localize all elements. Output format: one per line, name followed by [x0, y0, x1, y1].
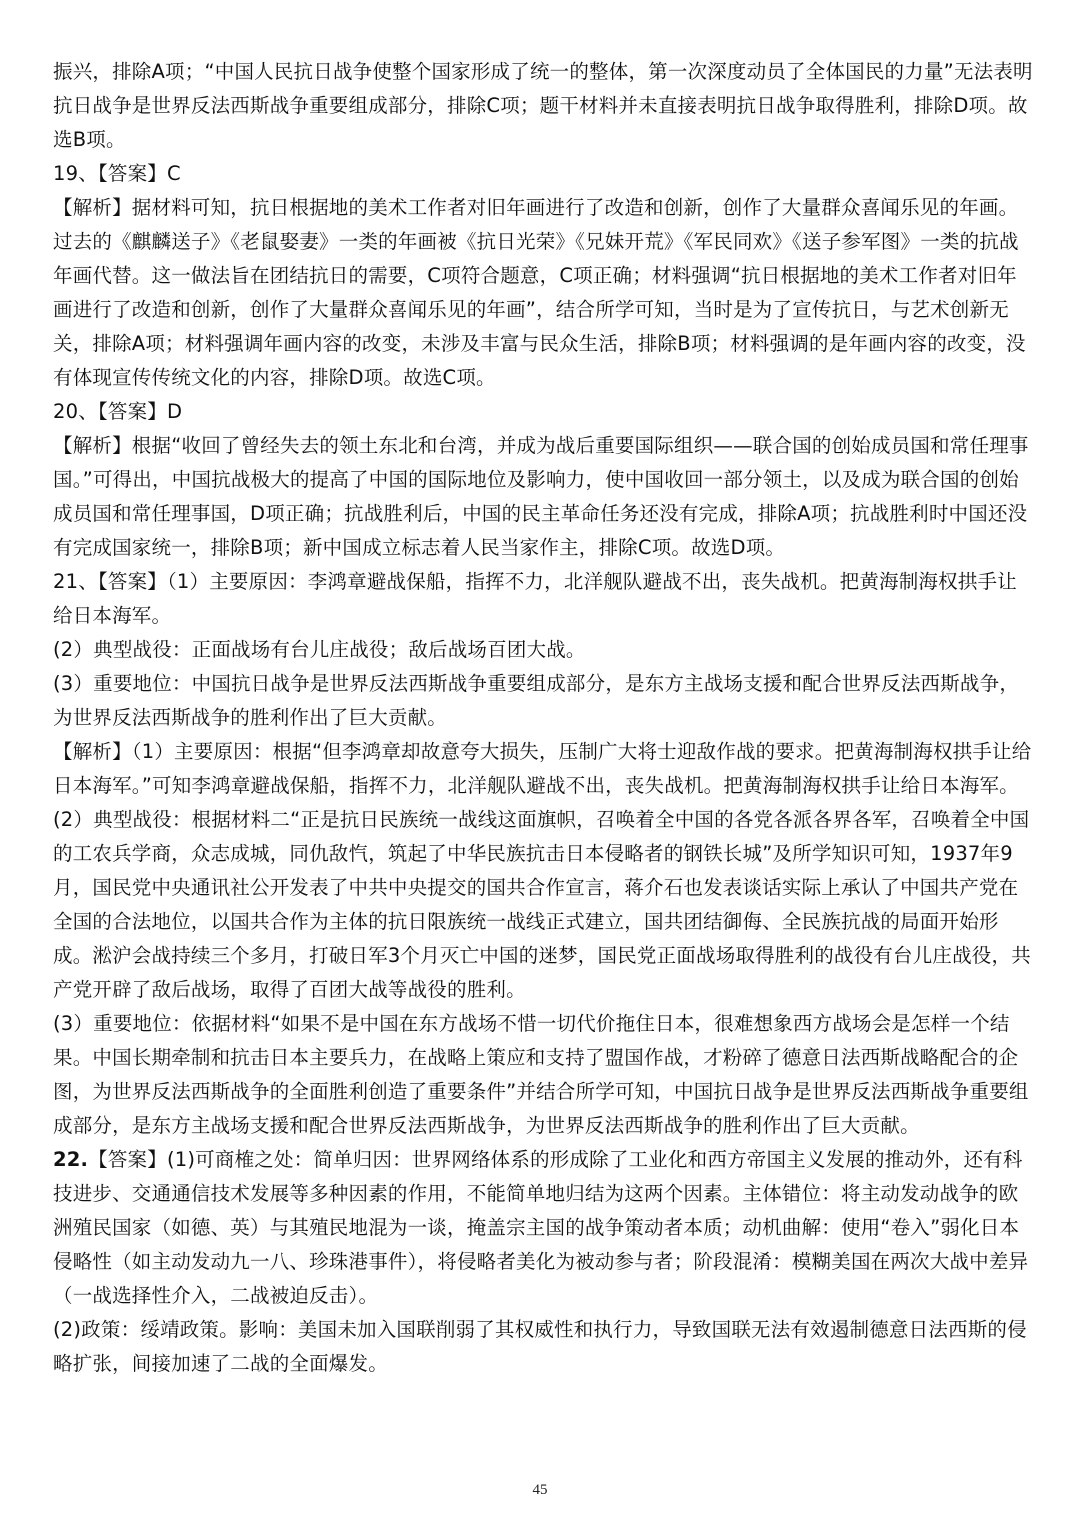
answer-q22-part2: (2)政策：绥靖政策。影响：美国未加入国联削弱了其权威性和执行力，导致国联无法有效遏制德意日法西斯的侵略扩张，间接加速了二战的全面爆发。 — [53, 1318, 1027, 1375]
answer-q21-part3: (3）重要地位：中国抗日战争是世界反法西斯战争重要组成部分，是东方主战场支援和配合世界反法西斯战争，为世界反法西斯战争的胜利作出了巨大贡献。 — [53, 672, 1020, 729]
question-number-22: 22. — [53, 1148, 89, 1171]
analysis-q19: 【解析】据材料可知，抗日根据地的美术工作者对旧年画进行了改造和创新，创作了大量群众喜闻乐见的年画。过去的《麒麟送子》《老鼠娶妻》一类的年画被《抗日光荣》《兄妹开荒》《军民同欢》《送子参军图》一类的抗战年画代替。这一做法旨在团结抗日的需要，C项符合题意，C项正确；材料强调“抗日根据地的美术工作者对旧年画进行了改造和创新，创作了大量群众喜闻乐见的年画”，结合所学可知，当时是为了宣传抗日，与艺术创新无关，排除A项；材料强调年画内容的改变，未涉及丰富与民众生活，排除B项；材料强调的是年画内容的改变，没有体现宣传传统文化的内容，排除D项。故选C项。 — [53, 196, 1026, 389]
answer-q21-part2: (2）典型战役：正面战场有台儿庄战役；敌后战场百团大战。 — [53, 638, 586, 661]
paragraph-q18-continued: 振兴，排除A项；“中国人民抗日战争使整个国家形成了统一的整体，第一次深度动员了全体国民的力量”无法表明抗日战争是世界反法西斯战争重要组成部分，排除C项；题干材料并未直接表明抗日战争取得胜利，排除D项。故选B项。 — [53, 60, 1033, 151]
analysis-q20: 【解析】根据“收回了曾经失去的领土东北和台湾，并成为战后重要国际组织——联合国的创始成员国和常任理事国。”可得出，中国抗战极大的提高了中国的国际地位及影响力，使中国收回一部分领土，以及成为联合国的创始成员国和常任理事国，D项正确；抗战胜利后，中国的民主革命任务还没有完成，排除A项；抗战胜利时中国还没有完成国家统一，排除B项；新中国成立标志着人民当家作主，排除C项。故选D项。 — [53, 434, 1029, 559]
answer-q22-part1 — [53, 1143, 1035, 1313]
analysis-q21-part2: (2）典型战役：根据材料二“正是抗日民族统一战线这面旗帜，召唤着全中国的各党各派各界各军，召唤着全中国的工农兵学商，众志成城，同仇敌忾，筑起了中华民族抗击日本侵略者的钢铁长城”及所学知识可知，1937年9月，国民党中央通讯社公开发表了中共中央提交的国共合作宣言，蒋介石也发表谈话实际上承认了中国共产党在全国的合法地位，以国共合作为主体的抗日限族统一战线正式建立，国共团结御侮、全民族抗战的局面开始形成。淞沪会战持续三个多月，打破日军3个月灭亡中国的迷梦，国民党正面战场取得胜利的战役有台儿庄战役，共产党开辟了敌后战场，取得了百团大战等战役的胜利。 — [53, 808, 1031, 1001]
answer-q19: 19、【答案】C — [53, 162, 181, 185]
answer-q22-body: 【答案】(1)可商榷之处：简单归因：世界网络体系的形成除了工业化和西方帝国主义发展的推动外，还有科技进步、交通通信技术发展等多种因素的作用，不能简单地归结为这两个因素。主体错位：将主动发动战争的欧洲殖民国家（如德、英）与其殖民地混为一谈，掩盖宗主国的战争策动者本质；动机曲解：使用“卷入”弱化日本侵略性（如主动发动九一八、珍珠港事件），将侵略者美化为被动参与者；阶段混淆：模糊美国在两次大战中差异（一战选择性介入，二战被迫反击）。 — [53, 1148, 1029, 1307]
analysis-q21-part3: (3）重要地位：依据材料“如果不是中国在东方战场不惜一切代价拖住日本，很难想象西方战场会是怎样一个结果。中国长期牵制和抗击日本主要兵力，在战略上策应和支持了盟国作战，才粉碎了德意日法西斯战略配合的企图，为世界反法西斯战争的全面胜利创造了重要条件”并结合所学可知，中国抗日战争是世界反法西斯战争重要组成部分，是东方主战场支援和配合世界反法西斯战争，为世界反法西斯战争的胜利作出了巨大贡献。 — [53, 1012, 1029, 1137]
answer-text-body — [53, 55, 1035, 1381]
answer-q21-part1: 21、【答案】（1）主要原因：李鸿章避战保船，指挥不力，北洋舰队避战不出，丧失战机。把黄海制海权拱手让给日本海军。 — [53, 570, 1017, 627]
analysis-q21-part1: 【解析】（1）主要原因：根据“但李鸿章却故意夸大损失，压制广大将士迎敌作战的要求。把黄海制海权拱手让给日本海军。”可知李鸿章避战保船，指挥不力，北洋舰队避战不出，丧失战机。把黄海制海权拱手让给日本海军。 — [53, 740, 1032, 797]
page-number: 45 — [532, 1482, 548, 1498]
answer-q20: 20、【答案】D — [53, 400, 183, 423]
